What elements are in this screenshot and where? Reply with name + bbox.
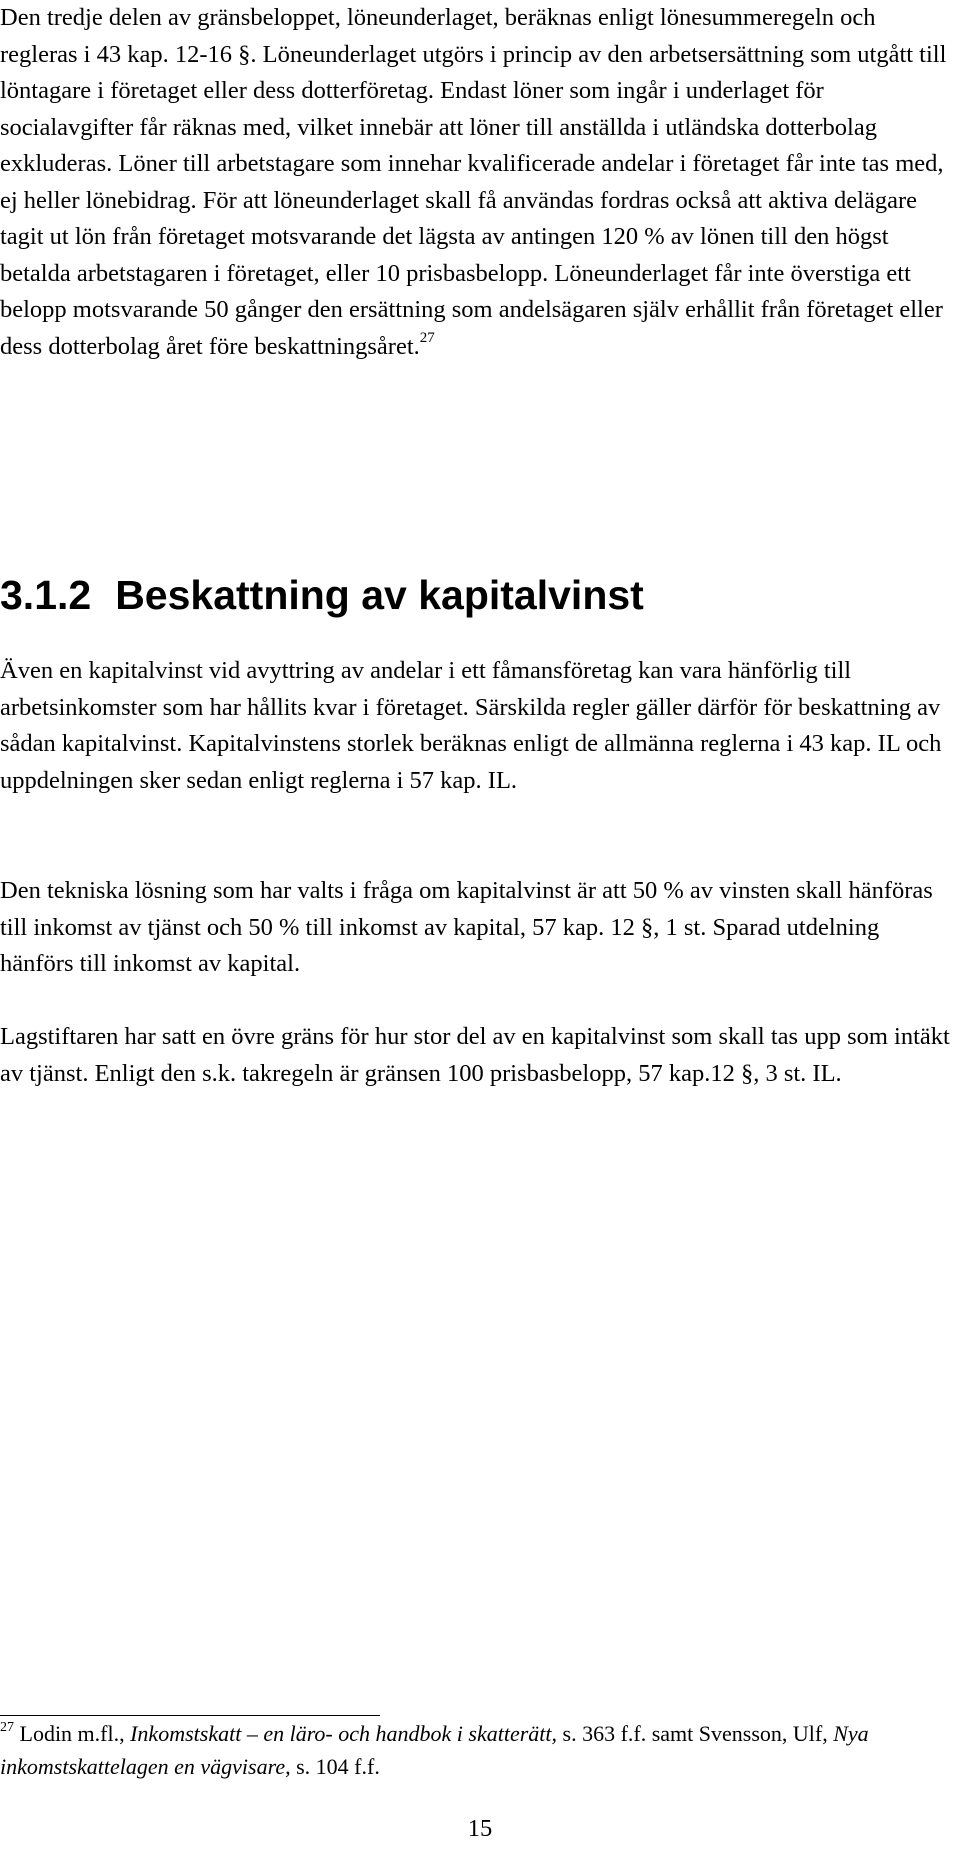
footnote-separator <box>0 1715 380 1716</box>
page-number: 15 <box>467 1815 493 1842</box>
paragraph-1-text: Den tredje delen av gränsbeloppet, löneunderlaget, beräknas enligt lönesummeregeln och regleras i 43 kap. 12-16 §. Löneunderlaget utgörs i princip av den arbetsersättning som utgått till löntagare i företaget eller dess dotterföretag. Endast löner som ingår i underlaget för socialavgifter får räknas med, vilket innebär att löner till anställda i utländska dotterbolag exkluderas. Löner till arbetstagare som innehar kvalificerade andelar i företaget får inte tas med, ej heller lönebidrag. För att löneunderlaget skall få användas fordras också att aktiva delägare tagit ut lön från företaget motsvarande det lägsta av antingen 120 % av lönen till den högst betalda arbetstagaren i företaget, eller 10 prisbasbelopp. Löneunderlaget får inte överstiga ett belopp motsvarande 50 gånger den ersättning som andelsägaren själv erhållit från företaget eller dess dotterbolag året före beskattningsåret. <box>0 4 947 360</box>
paragraph-teknisk-losning: Den tekniska lösning som har valts i fråga om kapitalvinst är att 50 % av vinsten skall hänföras till inkomst av tjänst och 50 % till inkomst av kapital, 57 kap. 12 §, 1 st. Sparad utdelning hänförs till inkomst av kapital. <box>0 877 933 977</box>
footnote-number: 27 <box>0 1720 14 1735</box>
section-number: 3.1.2 <box>0 572 92 618</box>
footnote-text-part-1: Lodin m.fl., <box>14 1721 131 1746</box>
paragraph-loneunderlaget <box>0 0 952 365</box>
footnote-reference-27[interactable]: 27 <box>419 329 435 346</box>
section-heading <box>0 570 644 620</box>
paragraph-kapitalvinst-intro: Även en kapitalvinst vid avyttring av andelar i ett fåmansföretag kan vara hänförlig till arbetsinkomster som har hållits kvar i företaget. Särskilda regler gäller därför för beskattning av sådan kapitalvinst. Kapitalvinstens storlek beräknas enligt de allmänna reglerna i 43 kap. IL och uppdelningen sker sedan enligt reglerna i 57 kap. IL. <box>0 657 942 794</box>
footnote-book-title-2: Nya inkomstskattelagen en vägvisare, <box>0 1721 869 1779</box>
footnote-27 <box>0 1717 955 1783</box>
footnote-text-part-3: s. 104 f.f. <box>290 1754 380 1779</box>
paragraph-takregeln: Lagstiftaren har satt en övre gräns för hur stor del av en kapitalvinst som skall tas upp som intäkt av tjänst. Enligt den s.k. takregeln är gränsen 100 prisbasbelopp, 57 kap.12 §, 3 st. IL. <box>0 1023 950 1087</box>
footnote-text-part-2: s. 363 f.f. samt Svensson, Ulf, <box>557 1721 834 1746</box>
section-title: Beskattning av kapitalvinst <box>115 572 644 618</box>
footnote-book-title-1: Inkomstskatt – en läro- och handbok i skatterätt, <box>130 1721 558 1746</box>
